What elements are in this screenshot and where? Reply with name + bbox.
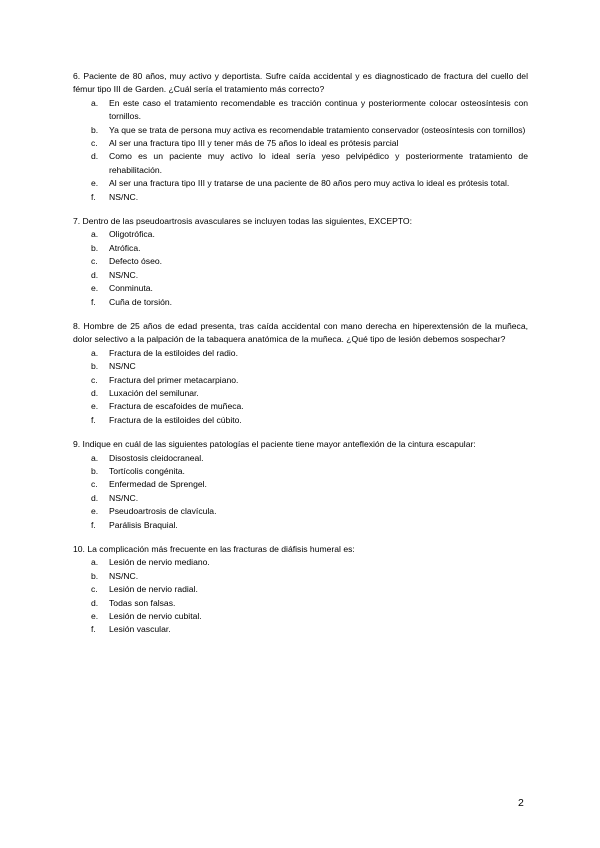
option-text: Disostosis cleidocraneal. xyxy=(109,452,204,463)
option-item xyxy=(73,242,528,255)
option-list xyxy=(73,556,528,636)
option-letter: a. xyxy=(91,452,99,463)
page-number: 2 xyxy=(518,797,524,809)
option-item xyxy=(73,623,528,636)
option-item xyxy=(73,150,528,177)
option-text: NS/NC. xyxy=(109,570,139,581)
option-list xyxy=(73,347,528,427)
option-letter: e. xyxy=(91,611,99,622)
option-item xyxy=(73,374,528,387)
option-letter: e. xyxy=(91,401,99,412)
question-9 xyxy=(73,438,528,532)
option-letter: b. xyxy=(91,570,99,581)
option-letter: d. xyxy=(91,492,99,503)
option-text: NS/NC. xyxy=(109,191,139,202)
option-item xyxy=(73,191,528,204)
option-text: Lesión de nervio radial. xyxy=(109,584,198,595)
option-list xyxy=(73,97,528,204)
option-text: Fractura de la estiloides del cúbito. xyxy=(109,414,242,425)
option-item xyxy=(73,137,528,150)
option-item xyxy=(73,610,528,623)
option-letter: b. xyxy=(91,242,99,253)
option-item xyxy=(73,177,528,190)
question-text: 10. La complicación más frecuente en las fracturas de diáfisis humeral es: xyxy=(73,544,355,554)
option-letter: d. xyxy=(91,387,99,398)
option-item xyxy=(73,570,528,583)
option-text: NS/NC. xyxy=(109,269,139,280)
option-text: Oligotrófica. xyxy=(109,229,155,240)
option-letter: f. xyxy=(91,519,96,530)
option-item xyxy=(73,597,528,610)
option-text: Ya que se trata de persona muy activa es recomendable tratamiento conservador (osteosíntesis con tornillos) xyxy=(109,124,526,135)
option-letter: e. xyxy=(91,178,99,189)
option-letter: c. xyxy=(91,374,98,385)
question-list xyxy=(73,70,528,648)
question-text: 6. Paciente de 80 años, muy activo y deportista. Sufre caída accidental y es diagnosticado de fractura del cuello del fémur tipo III de Garden. ¿Cuál sería el tratamiento más correcto? xyxy=(73,71,528,95)
option-text: Defecto óseo. xyxy=(109,256,163,267)
option-letter: b. xyxy=(91,465,99,476)
option-letter: f. xyxy=(91,414,96,425)
option-text: Lesión de nervio cubital. xyxy=(109,611,202,622)
option-item xyxy=(73,347,528,360)
option-item xyxy=(73,519,528,532)
question-text: 8. Hombre de 25 años de edad presenta, tras caída accidental con mano derecha en hiperextensión de la muñeca, dolor selectivo a la palpación de la tabaquera anatómica de la muñeca. ¿Qué tipo de lesión debemos sospechar? xyxy=(73,320,528,345)
option-item xyxy=(73,400,528,413)
option-text: Como es un paciente muy activo lo ideal sería yeso pelvipédico y posteriormente tratamiento de rehabilitación. xyxy=(109,151,528,175)
question-6 xyxy=(73,70,528,204)
option-item xyxy=(73,478,528,491)
option-letter: c. xyxy=(91,479,98,490)
option-text: Al ser una fractura tipo III y tratarse de una paciente de 80 años pero muy activa lo ideal es prótesis total. xyxy=(109,178,510,189)
option-letter: f. xyxy=(91,624,96,635)
question-text: 9. Indique en cuál de las siguientes patologías el paciente tiene mayor anteflexión de la cintura escapular: xyxy=(73,439,476,450)
option-letter: c. xyxy=(91,584,98,595)
option-letter: d. xyxy=(91,151,99,162)
option-text: Atrófica. xyxy=(109,242,141,253)
option-item xyxy=(73,124,528,137)
option-letter: d. xyxy=(91,269,99,280)
option-text: Parálisis Braquial. xyxy=(109,519,178,530)
option-item xyxy=(73,452,528,465)
question-text: 7. Dentro de las pseudoartrosis avasculares se incluyen todas las siguientes, EXCEPTO: xyxy=(73,216,412,227)
option-text: Fractura del primer metacarpiano. xyxy=(109,374,239,385)
option-item xyxy=(73,97,528,124)
option-text: Fractura de la estiloides del radio. xyxy=(109,347,238,358)
option-letter: b. xyxy=(91,124,99,135)
option-item xyxy=(73,269,528,282)
option-letter: b. xyxy=(91,361,99,372)
option-text: Lesión de nervio mediano. xyxy=(109,557,210,568)
option-text: Lesión vascular. xyxy=(109,624,171,635)
option-text: Todas son falsas. xyxy=(109,597,176,608)
option-text: Fractura de escafoides de muñeca. xyxy=(109,401,244,412)
option-text: NS/NC. xyxy=(109,492,139,503)
option-list xyxy=(73,228,528,308)
option-letter: c. xyxy=(91,138,98,149)
option-list xyxy=(73,452,528,532)
option-text: Tortícolis congénita. xyxy=(109,465,185,476)
option-item xyxy=(73,505,528,518)
option-letter: a. xyxy=(91,97,99,108)
option-text: NS/NC xyxy=(109,361,136,372)
option-letter: e. xyxy=(91,506,99,517)
option-letter: a. xyxy=(91,347,99,358)
option-item xyxy=(73,296,528,309)
option-item xyxy=(73,465,528,478)
question-8 xyxy=(73,320,528,427)
option-text: Pseudoartrosis de clavícula. xyxy=(109,506,217,517)
option-item xyxy=(73,492,528,505)
option-text: Enfermedad de Sprengel. xyxy=(109,479,207,490)
option-text: En este caso el tratamiento recomendable es tracción continua y posteriormente colocar osteosíntesis con tornillos. xyxy=(109,97,528,122)
option-item xyxy=(73,228,528,241)
option-text: Cuña de torsión. xyxy=(109,296,173,307)
question-7 xyxy=(73,215,528,309)
option-item xyxy=(73,414,528,427)
option-letter: d. xyxy=(91,597,99,608)
option-letter: f. xyxy=(91,296,96,307)
option-item xyxy=(73,583,528,596)
option-item xyxy=(73,360,528,373)
question-10 xyxy=(73,543,528,637)
option-letter: a. xyxy=(91,557,99,568)
option-item xyxy=(73,255,528,268)
option-item xyxy=(73,387,528,400)
option-item xyxy=(73,556,528,569)
option-letter: e. xyxy=(91,283,99,294)
option-text: Al ser una fractura tipo III y tener más de 75 años lo ideal es prótesis parcial xyxy=(109,138,399,149)
option-text: Luxación del semilunar. xyxy=(109,387,199,398)
option-item xyxy=(73,282,528,295)
option-letter: f. xyxy=(91,191,96,202)
option-letter: c. xyxy=(91,256,98,267)
option-text: Conminuta. xyxy=(109,283,153,294)
option-letter: a. xyxy=(91,229,99,240)
